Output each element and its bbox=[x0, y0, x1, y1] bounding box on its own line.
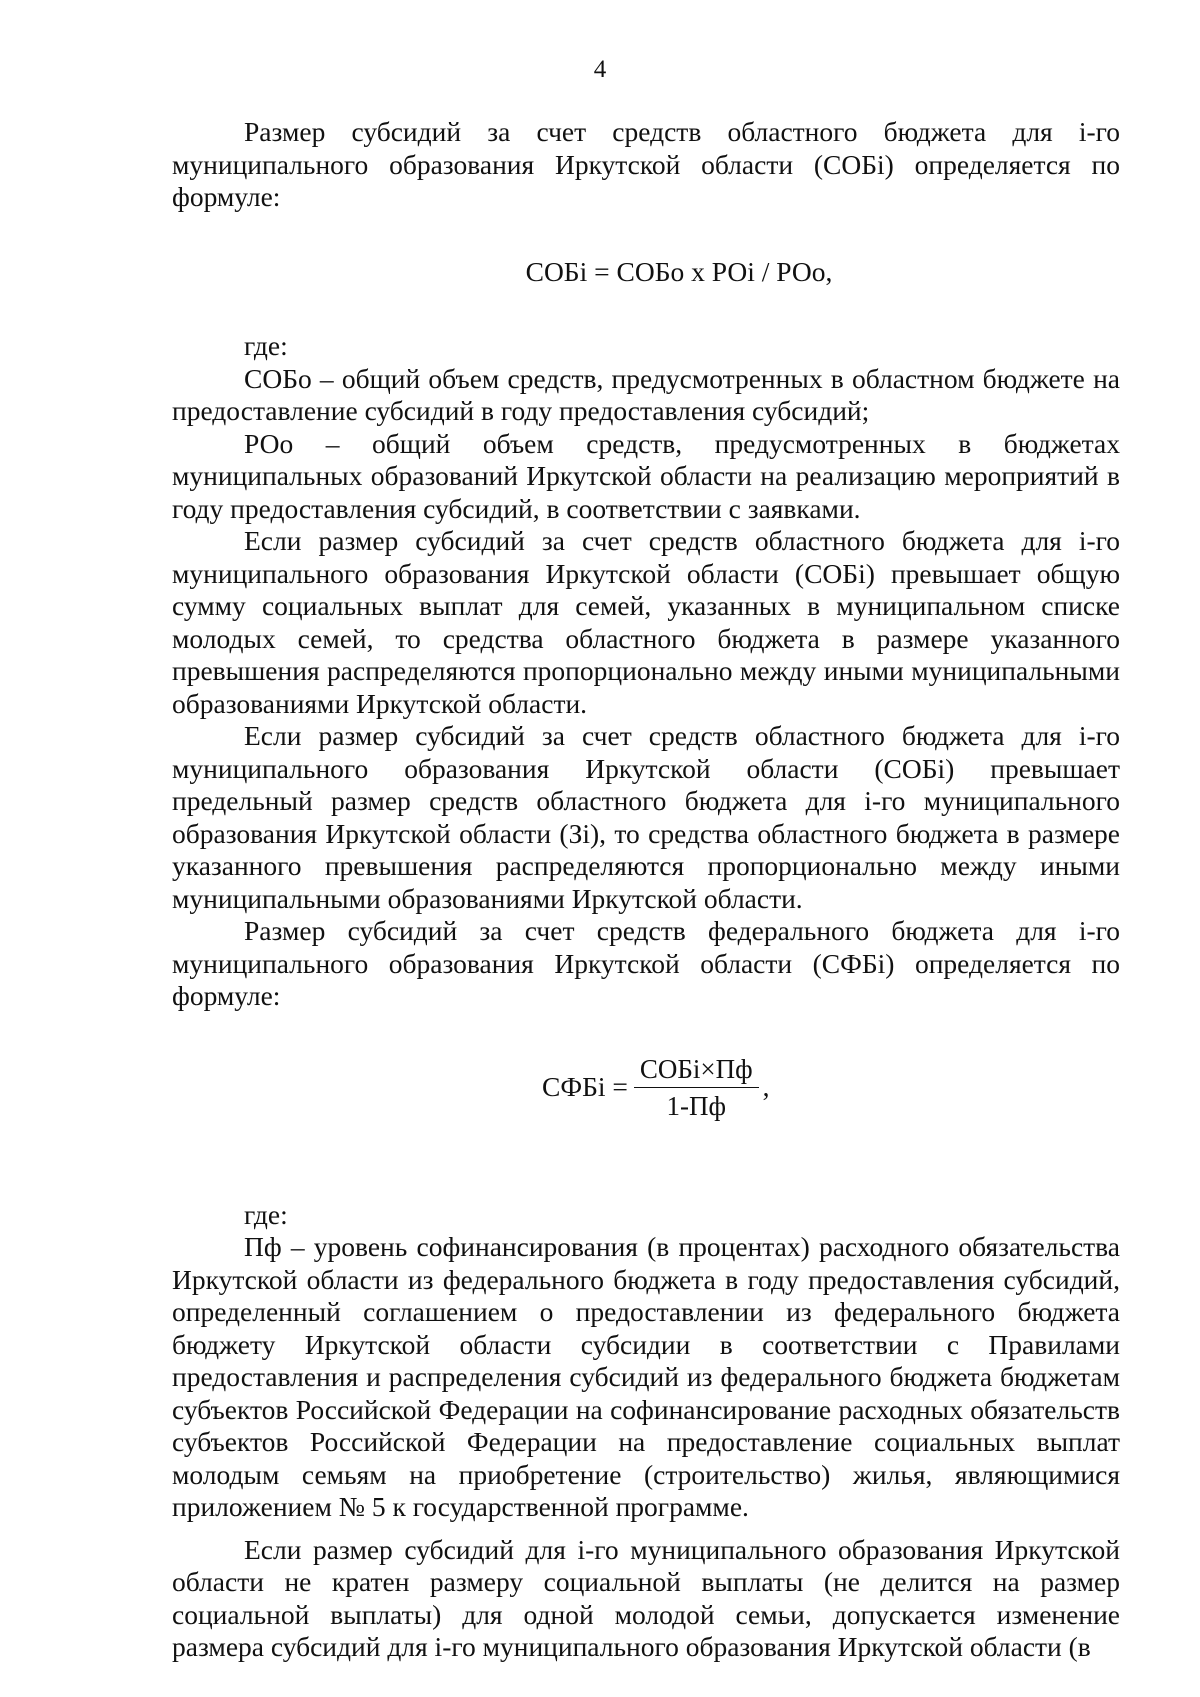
formula-fraction bbox=[634, 1053, 759, 1123]
definition-sob: СОБо – общий объем средств, предусмотренных в областном бюджете на предоставление субсидий в году предоставления субсидий; bbox=[172, 362, 1120, 426]
formula-lhs: СФБi = bbox=[542, 1071, 628, 1103]
paragraph-federal-subsidy: Размер субсидий за счет средств федерального бюджета для i-го муниципального образования Иркутской области (СФБi) определяется по формуле: bbox=[172, 915, 1120, 1011]
document-body bbox=[172, 116, 1120, 1664]
paragraph-excess-limit: Если размер субсидий за счет средств областного бюджета для i-го муниципального образования Иркутской области (СОБi) превышает предельный размер средств областного бюджета для i-го муниципального образования Иркутской области (Зi), то средства областного бюджета в размере указанного превышения распределяются пропорционально между иными муниципальными образованиями Иркутской области. bbox=[172, 720, 1120, 914]
where-label-2: где: bbox=[244, 1198, 288, 1230]
formula-denominator: 1-Пф bbox=[666, 1091, 726, 1121]
definition-ro: РОо – общий объем средств, предусмотренных в бюджетах муниципальных образований Иркутской области на реализацию мероприятий в году предоставления субсидий, в соответствии с заявками. bbox=[172, 427, 1120, 524]
formula-trailing-comma: , bbox=[762, 1071, 770, 1103]
formula-regional-subsidy: СОБi = СОБо х РОi / РОо, bbox=[525, 255, 833, 287]
paragraph-not-multiple: Если размер субсидий для i-го муниципального образования Иркутской области не кратен размеру социальной выплаты (не делится на размер социальной выплаты) для одной молодой семьи, допускается изменение размера субсидий для i-го муниципального образования Иркутской области (в bbox=[172, 1533, 1120, 1662]
where-label: где: bbox=[244, 330, 288, 361]
paragraph-regional-subsidy: Размер субсидий за счет средств областного бюджета для i-го муниципального образования Иркутской области (СОБi) определяется по формуле: bbox=[172, 116, 1120, 212]
page-number: 4 bbox=[593, 56, 607, 83]
formula-numerator: СОБi×Пф bbox=[634, 1053, 759, 1089]
definition-pf: Пф – уровень софинансирования (в процентах) расходного обязательства Иркутской области из федерального бюджета в году предоставления субсидий, определенный соглашением о предоставлении из федерального бюджета бюджету Иркутской области субсидии в соответствии с Правилами предоставления и распределения субсидий из федерального бюджета бюджетам субъектов Российской Федерации на софинансирование расходных обязательств субъектов Российской Федерации на предоставление социальных выплат молодым семьям на приобретение (строительство) жилья, являющимися приложением № 5 к государственной программе. bbox=[172, 1231, 1120, 1522]
paragraph-excess-social-payments: Если размер субсидий за счет средств областного бюджета для i-го муниципального образования Иркутской области (СОБi) превышает общую сумму социальных выплат для семей, указанных в муниципальном списке молодых семей, то средства областного бюджета в размере указанного превышения распределяются пропорционально между иными муниципальными образованиями Иркутской области. bbox=[172, 525, 1120, 719]
formula-federal-subsidy bbox=[172, 1053, 1120, 1143]
